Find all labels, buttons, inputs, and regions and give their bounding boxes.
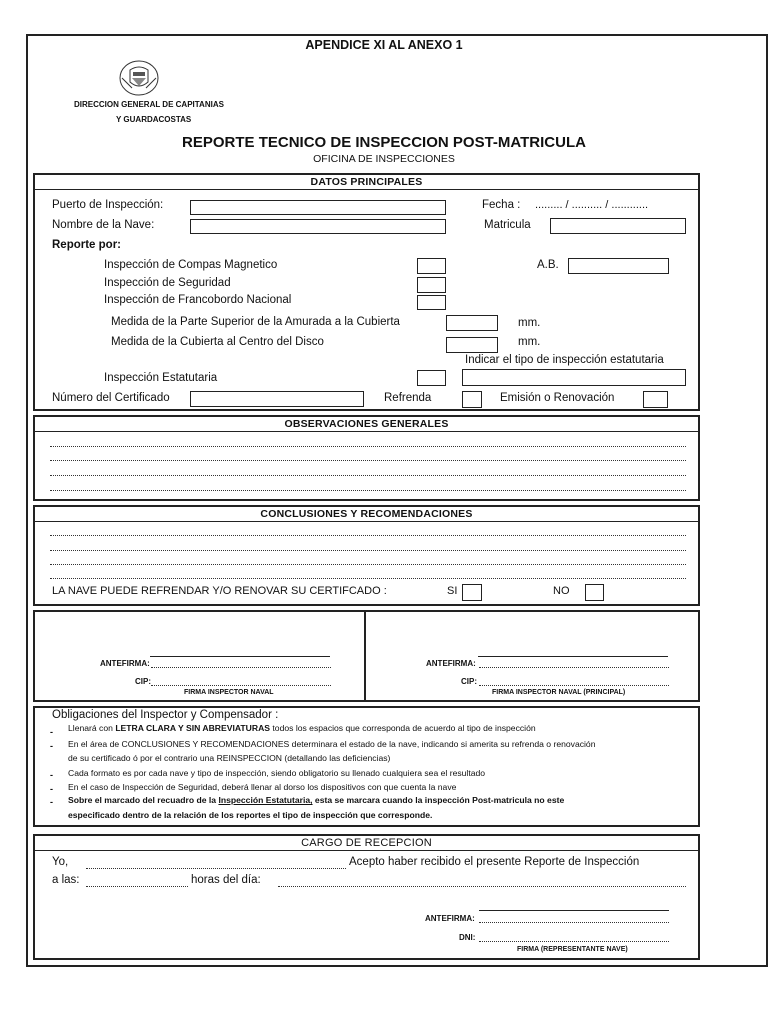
emision-label: Emisión o Renovación [500, 392, 615, 404]
medida1-label: Medida de la Parte Superior de la Amurada a la Cubierta [111, 316, 400, 328]
obligacion-1c: todos los espacios que corresponda de acuerdo al tipo de inspección [270, 723, 536, 733]
observaciones-line[interactable] [50, 446, 686, 447]
obligacion-1 [68, 723, 536, 733]
firma-caption-right: FIRMA INSPECTOR NAVAL (PRINCIPAL) [492, 689, 626, 696]
appendix-title: APENDICE XI AL ANEXO 1 [305, 38, 463, 52]
certificado-input[interactable] [190, 391, 364, 407]
emision-checkbox[interactable] [643, 391, 668, 408]
antefirma-input-left[interactable] [151, 667, 331, 668]
bullet-1: - [50, 727, 53, 737]
horas-label: horas del día: [191, 874, 261, 886]
observaciones-line[interactable] [50, 490, 686, 491]
cip-input-right[interactable] [479, 685, 669, 686]
obligaciones-title: Obligaciones del Inspector y Compensador : [52, 709, 279, 721]
obligacion-5a: Sobre el marcado del recuadro de la [68, 795, 219, 805]
reporte-por-label: Reporte por: [52, 239, 121, 251]
nave-label: Nombre de la Nave: [52, 219, 155, 231]
refrenda-label: Refrenda [384, 392, 432, 404]
dni-input[interactable] [479, 941, 669, 942]
bullet-4: - [50, 784, 53, 794]
section-heading: CARGO DE RECEPCION [35, 836, 698, 851]
obligacion-4: En el caso de Inspección de Seguridad, deberá llenar al dorso los dispositivos con que cuenta la nave [68, 782, 457, 792]
refrenda-checkbox[interactable] [462, 391, 482, 408]
yo-input[interactable] [86, 868, 346, 869]
no-checkbox[interactable] [585, 584, 604, 601]
firma-line-right[interactable] [478, 656, 668, 657]
mm1-label: mm. [518, 317, 541, 329]
si-label: SI [447, 585, 458, 597]
observaciones-line[interactable] [50, 460, 686, 461]
section-heading: DATOS PRINCIPALES [35, 175, 698, 190]
seguridad-checkbox[interactable] [417, 277, 446, 293]
obligacion-5b: Inspección Estatutaria, [218, 795, 313, 805]
antefirma-input-cargo[interactable] [479, 922, 669, 923]
conclusiones-line[interactable] [50, 564, 686, 565]
conclusiones-line[interactable] [50, 535, 686, 536]
medida1-input[interactable] [446, 315, 498, 331]
antefirma-label-right: ANTEFIRMA: [426, 659, 476, 668]
francobordo-checkbox[interactable] [417, 295, 446, 310]
section-heading: CONCLUSIONES Y RECOMENDACIONES [35, 507, 698, 522]
obligacion-2: En el área de CONCLUSIONES Y RECOMENDACIONES determinara el estado de la nave, indicando si amerita su refrenda o renovación [68, 739, 596, 749]
mm2-label: mm. [518, 336, 541, 348]
firma-representante-caption: FIRMA (REPRESENTANTE NAVE) [517, 946, 628, 953]
conclusiones-line[interactable] [50, 550, 686, 551]
conclusiones-line[interactable] [50, 578, 686, 579]
obligacion-3: Cada formato es por cada nave y tipo de inspección, siendo obligatorio su llenado cualquiera sea el resultado [68, 768, 486, 778]
page-subtitle: OFICINA DE INSPECCIONES [313, 153, 455, 165]
firma-representante-line[interactable] [479, 910, 669, 911]
ab-input[interactable] [568, 258, 669, 274]
observaciones-line[interactable] [50, 475, 686, 476]
section-heading: OBSERVACIONES GENERALES [35, 417, 698, 432]
fecha-input[interactable]: ......... / .......... / ............ [535, 199, 649, 211]
yo-label: Yo, [52, 856, 69, 868]
obligacion-1b: LETRA CLARA Y SIN ABREVIATURAS [115, 723, 271, 733]
puerto-input[interactable] [190, 200, 446, 215]
matricula-label: Matricula [484, 219, 531, 231]
acepto-label: Acepto haber recibido el presente Reporte de Inspección [349, 856, 640, 868]
firmas-divider [364, 611, 366, 701]
nave-input[interactable] [190, 219, 446, 234]
matricula-input[interactable] [550, 218, 686, 234]
bullet-2: - [50, 741, 53, 751]
coat-of-arms-emblem [118, 58, 160, 98]
si-checkbox[interactable] [462, 584, 482, 601]
compas-checkbox[interactable] [417, 258, 446, 274]
fecha-label: Fecha : [482, 199, 521, 211]
estatutaria-label: Inspección Estatutaria [104, 372, 218, 384]
estatutaria-type-input[interactable] [462, 369, 686, 386]
antefirma-input-right[interactable] [479, 667, 669, 668]
medida2-input[interactable] [446, 337, 498, 353]
puerto-label: Puerto de Inspección: [52, 199, 164, 211]
alas-label: a las: [52, 874, 80, 886]
obligacion-2b: de su certificado ó por el contrario una REINSPECCION (detallando las deficiencias) [68, 753, 391, 763]
hora-input[interactable] [86, 886, 188, 887]
obligacion-5c: esta se marcara cuando la inspección Post-matricula no este [312, 795, 565, 805]
cip-label-left: CIP: [135, 677, 151, 686]
ab-label: A.B. [537, 259, 559, 271]
obligacion-5 [68, 795, 564, 805]
bullet-5: - [50, 797, 53, 807]
cip-input-left[interactable] [151, 685, 331, 686]
firma-caption-left: FIRMA INSPECTOR NAVAL [184, 689, 274, 696]
page-title: REPORTE TECNICO DE INSPECCION POST-MATRICULA [182, 134, 586, 151]
obligacion-5d: especificado dentro de la relación de los reportes el tipo de inspección que corresponde. [68, 810, 433, 820]
observaciones-section [33, 415, 700, 501]
bullet-3: - [50, 770, 53, 780]
cip-label-right: CIP: [461, 677, 477, 686]
firma-line-left[interactable] [150, 656, 330, 657]
org-line1: DIRECCION GENERAL DE CAPITANIAS [74, 100, 224, 109]
francobordo-label: Inspección de Francobordo Nacional [104, 294, 292, 306]
dni-label: DNI: [459, 933, 476, 942]
dia-input[interactable] [278, 886, 686, 887]
compas-label: Inspección de Compas Magnetico [104, 259, 278, 271]
renovar-question: LA NAVE PUEDE REFRENDAR Y/O RENOVAR SU CERTIFCADO : [52, 585, 387, 597]
antefirma-label-cargo: ANTEFIRMA: [425, 914, 475, 923]
medida2-label: Medida de la Cubierta al Centro del Disco [111, 336, 324, 348]
org-line2: Y GUARDACOSTAS [116, 115, 192, 124]
seguridad-label: Inspección de Seguridad [104, 277, 231, 289]
antefirma-label-left: ANTEFIRMA: [100, 659, 150, 668]
no-label: NO [553, 585, 570, 597]
indicar-label: Indicar el tipo de inspección estatutaria [465, 354, 664, 366]
certificado-label: Número del Certificado [52, 392, 170, 404]
estatutaria-checkbox[interactable] [417, 370, 446, 386]
obligacion-1a: Llenará con [68, 723, 116, 733]
